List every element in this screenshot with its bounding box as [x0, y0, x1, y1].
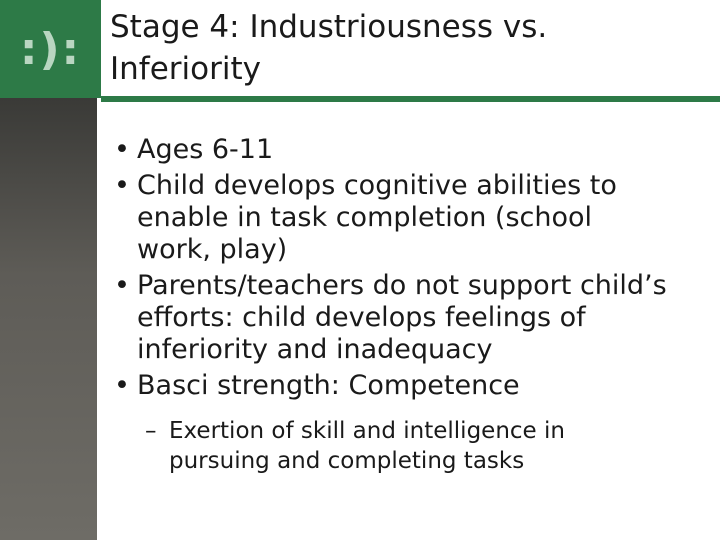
slide-body	[114, 134, 718, 476]
bullet-marker: •	[114, 134, 130, 165]
bullet-item	[114, 370, 718, 402]
bullet-text: work, play)	[137, 234, 288, 265]
sub-bullet-text: pursuing and completing tasks	[169, 448, 525, 474]
bullet-item	[114, 134, 718, 166]
bullet-item	[114, 270, 718, 366]
bullet-marker: •	[114, 270, 130, 301]
sub-bullet-item	[114, 416, 718, 476]
bullet-marker: •	[114, 370, 130, 401]
bullet-marker: •	[114, 170, 130, 201]
title-underline	[101, 96, 720, 102]
bullet-text: efforts: child develops feelings of	[137, 302, 586, 333]
slide-title-line-2: Inferiority	[110, 51, 261, 87]
slide-title-line-1: Stage 4: Industriousness vs.	[110, 9, 548, 45]
logo: :):	[19, 23, 82, 75]
bullet-text: Parents/teachers do not support child’s	[137, 270, 667, 301]
sidebar-panel	[0, 98, 97, 540]
bullet-text: inferiority and inadequacy	[137, 334, 493, 365]
sub-bullet-text: Exertion of skill and intelligence in	[169, 418, 565, 444]
bullet-item	[114, 170, 718, 266]
bullet-text: enable in task completion (school	[137, 202, 593, 233]
bullet-text: Basci strength: Competence	[137, 370, 520, 401]
sub-bullet-marker: –	[145, 418, 157, 444]
bullet-text: Child develops cognitive abilities to	[137, 170, 617, 201]
bullet-text: Ages 6-11	[137, 134, 274, 165]
sidebar-divider	[97, 98, 101, 540]
slide-title	[110, 6, 710, 90]
